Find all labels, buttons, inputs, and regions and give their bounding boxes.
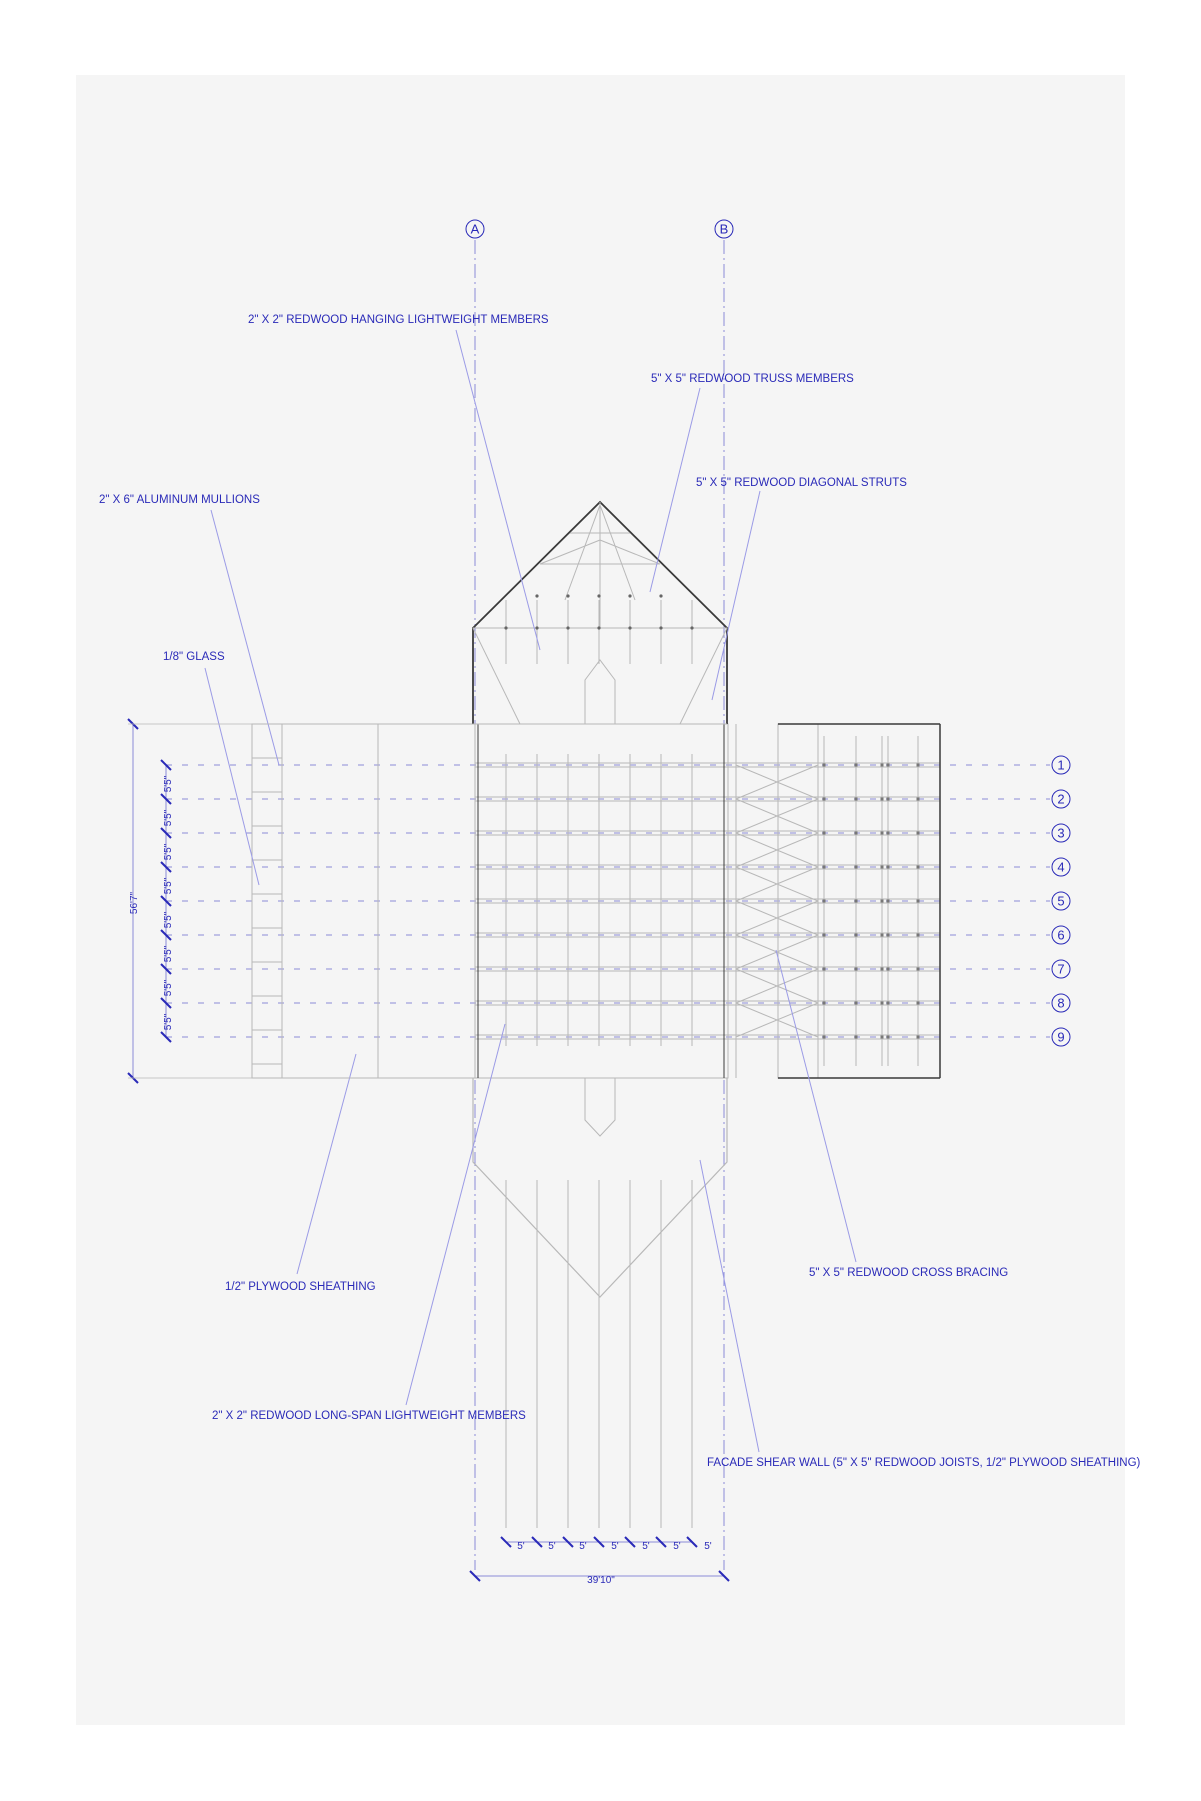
label-truss-members: 5" X 5" REDWOOD TRUSS MEMBERS xyxy=(651,373,854,385)
svg-text:1: 1 xyxy=(1057,757,1065,773)
dim-vertical-spacing: 5'5" xyxy=(163,945,174,963)
joist-connector xyxy=(887,968,890,971)
joist-connector xyxy=(855,866,858,869)
joist-connector xyxy=(917,934,920,937)
svg-text:3: 3 xyxy=(1057,825,1065,841)
dim-vertical-total: 56'7" xyxy=(129,891,140,915)
joist-connector xyxy=(881,1002,884,1005)
joist-connector xyxy=(881,968,884,971)
joist-connector xyxy=(887,866,890,869)
joist-connector xyxy=(887,900,890,903)
joist-connector xyxy=(823,1002,826,1005)
hanging-node xyxy=(566,594,569,597)
label-glass: 1/8" GLASS xyxy=(163,651,225,663)
paper-background xyxy=(76,75,1125,1725)
joist-connector xyxy=(855,798,858,801)
hanging-node xyxy=(504,626,507,629)
dim-vertical-spacing: 5'5" xyxy=(163,775,174,793)
joist-connector xyxy=(917,968,920,971)
joist-connector xyxy=(881,764,884,767)
joist-connector xyxy=(881,798,884,801)
label-long-span-members: 2" X 2" REDWOOD LONG-SPAN LIGHTWEIGHT MEMBERS xyxy=(212,1410,526,1422)
joist-connector xyxy=(855,1036,858,1039)
dim-vertical-spacing: 5'5" xyxy=(163,911,174,929)
label-cross-bracing: 5" X 5" REDWOOD CROSS BRACING xyxy=(809,1267,1009,1279)
label-plywood-sheathing: 1/2" PLYWOOD SHEATHING xyxy=(225,1281,376,1293)
label-mullions: 2" X 6" ALUMINUM MULLIONS xyxy=(99,494,260,506)
joist-connector xyxy=(881,832,884,835)
joist-connector xyxy=(855,934,858,937)
joist-connector xyxy=(917,1036,920,1039)
dim-vertical-spacing: 5'5" xyxy=(163,979,174,997)
hanging-node xyxy=(535,626,538,629)
joist-connector xyxy=(855,832,858,835)
joist-connector xyxy=(855,968,858,971)
dim-horizontal-total: 39'10" xyxy=(587,1575,615,1586)
joist-connector xyxy=(917,764,920,767)
svg-text:9: 9 xyxy=(1057,1029,1065,1045)
joist-connector xyxy=(823,968,826,971)
dim-vertical-spacing: 5'5" xyxy=(163,843,174,861)
svg-text:2: 2 xyxy=(1057,791,1065,807)
joist-connector xyxy=(855,764,858,767)
hanging-node xyxy=(628,626,631,629)
joist-connector xyxy=(887,1036,890,1039)
dim-vertical-spacing: 5'5" xyxy=(163,1013,174,1031)
svg-text:4: 4 xyxy=(1057,859,1065,875)
hanging-node xyxy=(690,626,693,629)
joist-connector xyxy=(887,1002,890,1005)
joist-connector xyxy=(823,1036,826,1039)
dim-vertical-spacing: 5'5" xyxy=(163,877,174,895)
joist-connector xyxy=(823,832,826,835)
dim-vertical-spacing: 5'5" xyxy=(163,809,174,827)
svg-text:7: 7 xyxy=(1057,961,1065,977)
hanging-node xyxy=(628,594,631,597)
dim-horizontal-spacing: 5' xyxy=(579,1541,587,1552)
joist-connector xyxy=(823,764,826,767)
svg-text:8: 8 xyxy=(1057,995,1065,1011)
hanging-node xyxy=(659,626,662,629)
label-diagonal-struts: 5" X 5" REDWOOD DIAGONAL STRUTS xyxy=(696,477,907,489)
hanging-node xyxy=(597,626,600,629)
dim-horizontal-spacing: 5' xyxy=(642,1541,650,1552)
hanging-node xyxy=(597,594,600,597)
svg-text:A: A xyxy=(470,221,480,237)
joist-connector xyxy=(823,866,826,869)
joist-connector xyxy=(823,798,826,801)
hanging-node xyxy=(535,594,538,597)
hanging-node xyxy=(566,626,569,629)
joist-connector xyxy=(823,900,826,903)
svg-text:B: B xyxy=(719,221,729,237)
joist-connector xyxy=(887,798,890,801)
label-hanging-members: 2" X 2" REDWOOD HANGING LIGHTWEIGHT MEMBERS xyxy=(248,314,549,326)
joist-connector xyxy=(887,832,890,835)
joist-connector xyxy=(917,1002,920,1005)
joist-connector xyxy=(855,1002,858,1005)
joist-connector xyxy=(823,934,826,937)
joist-connector xyxy=(881,900,884,903)
dim-horizontal-spacing: 5' xyxy=(517,1541,525,1552)
joist-connector xyxy=(917,866,920,869)
joist-connector xyxy=(917,832,920,835)
joist-connector xyxy=(881,934,884,937)
dim-horizontal-spacing: 5' xyxy=(673,1541,681,1552)
joist-connector xyxy=(855,900,858,903)
joist-connector xyxy=(917,900,920,903)
label-facade-shear-wall: FACADE SHEAR WALL (5" X 5" REDWOOD JOISTS, 1/2" PLYWOOD SHEATHING) xyxy=(707,1457,1141,1469)
joist-connector xyxy=(887,764,890,767)
dim-horizontal-spacing: 5' xyxy=(704,1541,712,1552)
joist-connector xyxy=(881,866,884,869)
joist-connector xyxy=(917,798,920,801)
joist-connector xyxy=(887,934,890,937)
joist-connector xyxy=(881,1036,884,1039)
dim-horizontal-spacing: 5' xyxy=(548,1541,556,1552)
svg-text:6: 6 xyxy=(1057,927,1065,943)
svg-text:5: 5 xyxy=(1057,893,1065,909)
dim-horizontal-spacing: 5' xyxy=(611,1541,619,1552)
hanging-node xyxy=(659,594,662,597)
